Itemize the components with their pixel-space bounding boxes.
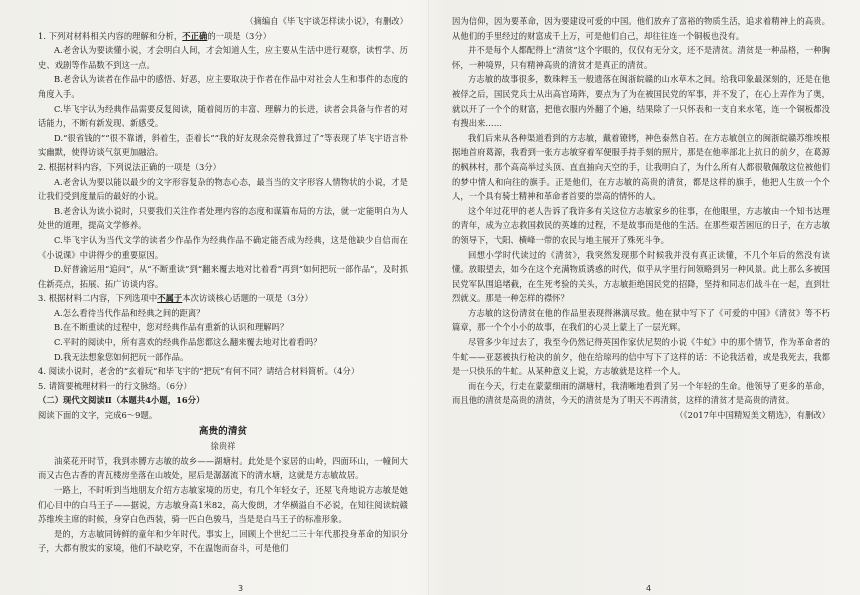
essay-author: 徐贵祥 xyxy=(210,441,236,452)
essay-paragraph: 因为信仰，因为要革命，因为要建设可爱的中国。他们放弃了富裕的物质生活，追求着精神上的高贵。从他们的手里经过的财富成千上万，可是他们自己，却往往连一个铜板也没有。 xyxy=(452,16,830,41)
section-heading: （二）现代文阅读Ⅱ（本题共4小题，16分） xyxy=(38,395,205,406)
q3-option-b: B.在不断重读的过程中，您对经典作品有重新的认识和理解吗？ xyxy=(54,322,289,333)
q1-option-b: B.老舍认为读者在作品中的感悟、好恶，应主要取决于作者在作品中对社会人生和事件的态度的角度入手。 xyxy=(38,74,408,99)
question-2-stem: 2. 根据材料内容，下列说法正确的一项是（3分） xyxy=(38,161,221,172)
question-5: 5. 请简要梳理材料一的行文脉络。（6分） xyxy=(38,380,192,391)
q1-option-d: D.“很省钱的”“很不靠谱，斜着生，歪着长”“我的好友现余亮曾我算过了”等表现了毕飞宇语言朴实幽默，使得访谈气氛更加融洽。 xyxy=(38,132,408,158)
page-number: 3 xyxy=(238,584,244,593)
essay-paragraph: 一路上，不时听到当地朋友介绍方志敏家境的历史，有几个年轻女子，还屋飞舟地说方志敏是她们心目中的白马王子——据说，方志敏身高1米82，高大俊朗，才华横溢自不必说，在知往阅读皖赣苏维埃主席的时候，身穿白色西装，骑一匹白色骏马，当是是白马王子的标准形象。 xyxy=(38,485,408,525)
question-3-stem: 3. 根据材料二内容，下列选项中不属于本次访谈核心话题的一项是（3分） xyxy=(38,293,313,304)
essay-paragraph: 方志敏的故事很多，数珠粹玉一般遗落在闽浙皖赣的山水草木之间。给我印象最深刻的，还是在他被俘之后，国民党兵士从出高官琦阵，要点为了为在被国民党的军事，并不发了，在心上弄作为了奥，就以开了一个个的财富，把他衣服内外翻了个遍，结果除了一只怀表和一支自来水笔，连一个铜板都没有搜出来…… xyxy=(452,74,830,129)
q2-option-b: B.老舍认为读小说时，只要我们关注作者处理内容的态度和谋篇布局的方法，就一定能明白为人处世的道理，提高文学修养。 xyxy=(38,205,408,231)
essay-paragraph: 是的，方志敏同铸鲜的童年和少年时代。事实上，回顾上个世纪二三十年代那投身革命的知识分子，大都有殷实的家境，他们不缺吃穿，不在温饱而奋斗，可是他们 xyxy=(38,528,408,554)
question-1-stem: 1. 下列对材料相关内容的理解和分析，不正确的一项是（3分） xyxy=(38,30,272,41)
essay-paragraph: 而在今天，行走在蒙蒙细雨的湖塘村，我清晰地看到了另一个年轻的生命。他领导了更多的革命，而且他的清贫是高贵的清贫，今天的清贫是为了明天不再清贫，这样的清贫才是高贵的清贫。 xyxy=(452,380,830,406)
q2-option-d: D.好普渝运用“追问”，从“不断重读”到“翻来覆去地对比着看”再到“如何把玩一部作品”，及时抓住新亮点，拓展、拓广访谈内容。 xyxy=(38,264,408,289)
left-page xyxy=(38,14,408,585)
q3-option-a: A.怎么看待当代作品和经典之间的距离？ xyxy=(54,307,205,318)
right-page xyxy=(452,14,830,585)
essay-paragraph: 这个年过花甲的老人告诉了我许多有关这位方志敏家乡的往事，在他眼里，方志敏由一个知书达理的青年，成为立志救国救民的英雄的过程，不是故事而是他的生活。在那些艰苦困厄的日子，在方志敏的领导下，弋阳、横峰一带的农民与地主展开了殊死斗争。 xyxy=(452,205,830,245)
q1-option-c: C.毕飞宇认为经典作品需要反复阅读，随着阅历的丰富、理解力的长进，读者会具备与作者的对话能力，不断有新发现、新感受。 xyxy=(38,103,408,129)
q3-option-c: C.平时的阅读中，所有喜欢的经典作品您都这么翻来覆去地对比着看吗？ xyxy=(54,337,322,348)
section-instruction: 阅读下面的文字，完成6～9题。 xyxy=(38,410,158,421)
q2-option-c: C.毕飞宇认为当代文学的读者少作品作为经典作品不确定能否成为经典，这是他缺少自信而在《小说课》中讲得少的重要原因。 xyxy=(38,234,408,260)
page-number: 4 xyxy=(646,584,652,593)
emphasis-mark: 不属于 xyxy=(157,293,183,304)
essay-paragraph: 我们后来从各种渠道看到的方志敏，戴着镣铐，神色泰然自若。在方志敏创立的闽浙皖赣苏维埃根据地首府葛源，我看到一张方志敏穿着军便服手持手刻的照片，那是在他率部北上抗日的前夕，在葛源的枫林村，那个高高举过头顶、直直抽向天空的手，让我明白了，为什么所有人都很敬佩敬这位被他们的梦中情人和向往的旗手。正是他们，在方志敏的高贵的清贫，都是这样的旗手，他把人生放一个个人，一个具有骑士精神和革命者首要的崇高的情怀的人。 xyxy=(452,132,830,202)
essay-paragraph: 方志敏的这份清贫在他的作品里表现得淋漓尽致。他在狱中写下了《可爱的中国》《清贫》等不朽篇章，那一个个小小的故事，在我们的心灵上蒙上了一层光辉。 xyxy=(452,307,830,333)
essay-paragraph: 回想小学时代读过的《清贫》，我突然发现那个时候我并没有真正读懂，不几个年后的然没有读懂。放眼望去，如今在这个充满物质诱惑的时代，似乎从字里行间领略到另一种风景。此上那么多被国民党军队围追堵截，在生死考验的关头，方志敏拒绝国民党的招降，坚持和同志们战斗在一起，直到壮烈就义。那是一种怎样的襟怀？ xyxy=(452,249,830,304)
essay-paragraph: 油菜花开时节，我到赤膊方志敏的故乡——湖塘村。此处是个家居的山岭，四面环山，一幢间大而又古色古香的青瓦楼房坐落在山坡处，屋后是潺潺流下的清水塘，这就是方志敏故居。 xyxy=(38,455,408,481)
q3-option-d: D.我无法想象您如何把玩一部作品。 xyxy=(54,351,189,362)
emphasis-mark: 不正确 xyxy=(182,30,208,41)
q2-option-a: A.老舍认为要以能以最少的文字形容复杂的物态心态，最当当的文字形容人情物状的小说，才是让我们受到度量后的最好的小说。 xyxy=(38,176,408,202)
essay-paragraph: 尽管多少年过去了，我至今仍然记得英国作家伏尼契的小说《牛虻》中的那个情节，作为革命者的牛虻——亚瑟被执行枪决的前夕，他在给琼玛的信中写下了这样的话：不论我活着，或是我死去，我都是一只快乐的牛虻。从某种意义上说，方志敏就是这样一个人。 xyxy=(452,337,830,377)
source-note: （摘编自《毕飞宇谈怎样读小说》，有删改） xyxy=(245,16,408,26)
page-fold xyxy=(428,0,429,595)
question-4: 4. 阅读小说时，老舍的“玄着玩”和毕飞宇的“把玩”有何不同？请结合材料简析。（4分） xyxy=(38,366,360,377)
essay-paragraph: 并不是每个人都配得上“清贫”这个字眼的，仅仅有无分文，还不是清贫。清贫是一种品格，一种胸怀，一种境界，只有精神高贵的清贫才是真正的清贫。 xyxy=(452,45,830,70)
source-note: （《2017年中国精短美文精选》，有删改） xyxy=(675,410,830,421)
q1-option-a: A.老舍认为要读懂小说，才会明白人间，才会知道人生，应主要从生活中进行观察，读哲学、历史、戏剧等作品数不到这一点。 xyxy=(38,45,408,70)
essay-title: 高贵的清贫 xyxy=(198,425,248,437)
